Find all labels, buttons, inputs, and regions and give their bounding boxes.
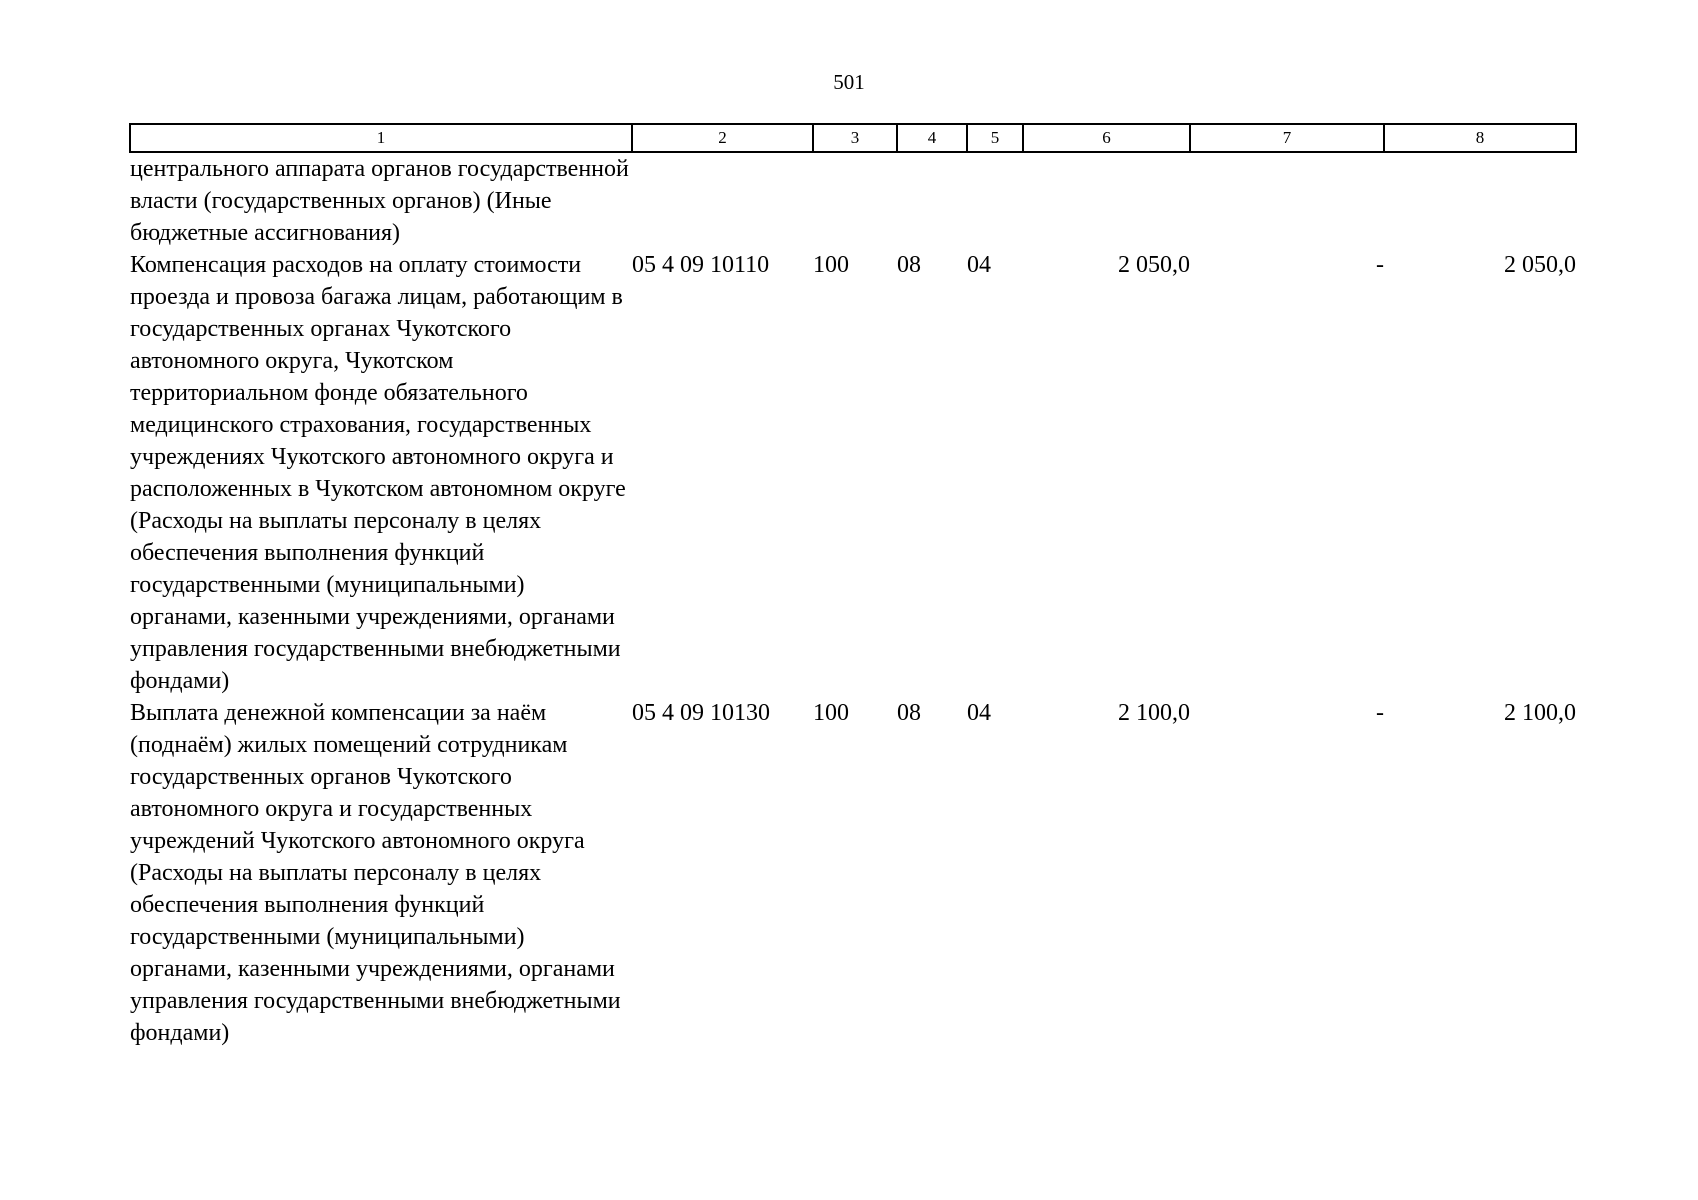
table-header (130, 124, 1576, 152)
row-expense-type: 100 (813, 252, 849, 278)
header-col-4: 4 (897, 124, 967, 152)
row-change (1190, 249, 1384, 697)
row-amount: 2 100,0 (1118, 700, 1190, 726)
header-col-5: 5 (967, 124, 1023, 152)
row-subsection (967, 152, 1023, 249)
header-row (130, 124, 1576, 152)
table-row (130, 697, 1576, 1049)
row-code: 05 4 09 10110 (632, 252, 770, 278)
row-amount: 2 050,0 (1118, 252, 1190, 278)
header-col-8: 8 (1384, 124, 1576, 152)
row-description: Компенсация расходов на оплату стоимости проезда и провоза багажа лицам, работающим в государственных органах Чукотского автономного округа, Чукотском территориальном фонде обязательного медицинского страхования, государственных учреждениях Чукотского автономного округа и расположенных в Чукотском автономном округе (Расходы на выплаты персоналу в целях обеспечения выполнения функций государственными (муниципальными) органами, казенными учреждениями, органами управления государственными внебюджетными фондами) (130, 252, 626, 694)
header-col-2: 2 (632, 124, 813, 152)
header-col-7: 7 (1190, 124, 1384, 152)
row-section (897, 152, 967, 249)
header-col-1: 1 (130, 124, 632, 152)
row-code (632, 152, 813, 249)
row-subsection: 04 (967, 700, 991, 726)
table-row (130, 249, 1576, 697)
row-description: Выплата денежной компенсации за наём (поднаём) жилых помещений сотрудникам государственных органов Чукотского автономного округа и государственных учреждений Чукотского автономного округа (Расходы на выплаты персоналу в целях обеспечения выполнения функций государственными (муниципальными) органами, казенными учреждениями, органами управления государственными внебюджетными фондами) (130, 700, 621, 1046)
row-amount (1023, 152, 1190, 249)
table-body (130, 152, 1576, 1049)
row-description: центрального аппарата органов государственной власти (государственных органов) (Иные бюджетные ассигнования) (130, 156, 629, 246)
row-total: 2 050,0 (1504, 252, 1576, 278)
row-change-value: - (1376, 700, 1384, 726)
row-subsection: 04 (967, 252, 991, 278)
row-code: 05 4 09 10130 (632, 700, 770, 726)
row-section: 08 (897, 252, 921, 278)
row-section: 08 (897, 700, 921, 726)
row-change-value: - (1376, 252, 1384, 278)
row-total: 2 100,0 (1504, 700, 1576, 726)
row-change (1190, 697, 1384, 1049)
table-row (130, 152, 1576, 249)
row-expense-type: 100 (813, 700, 849, 726)
row-change (1190, 152, 1384, 249)
budget-table (129, 123, 1577, 1049)
page-number: 501 (833, 70, 865, 94)
row-expense-type (813, 152, 897, 249)
row-total (1384, 152, 1576, 249)
header-col-3: 3 (813, 124, 897, 152)
header-col-6: 6 (1023, 124, 1190, 152)
